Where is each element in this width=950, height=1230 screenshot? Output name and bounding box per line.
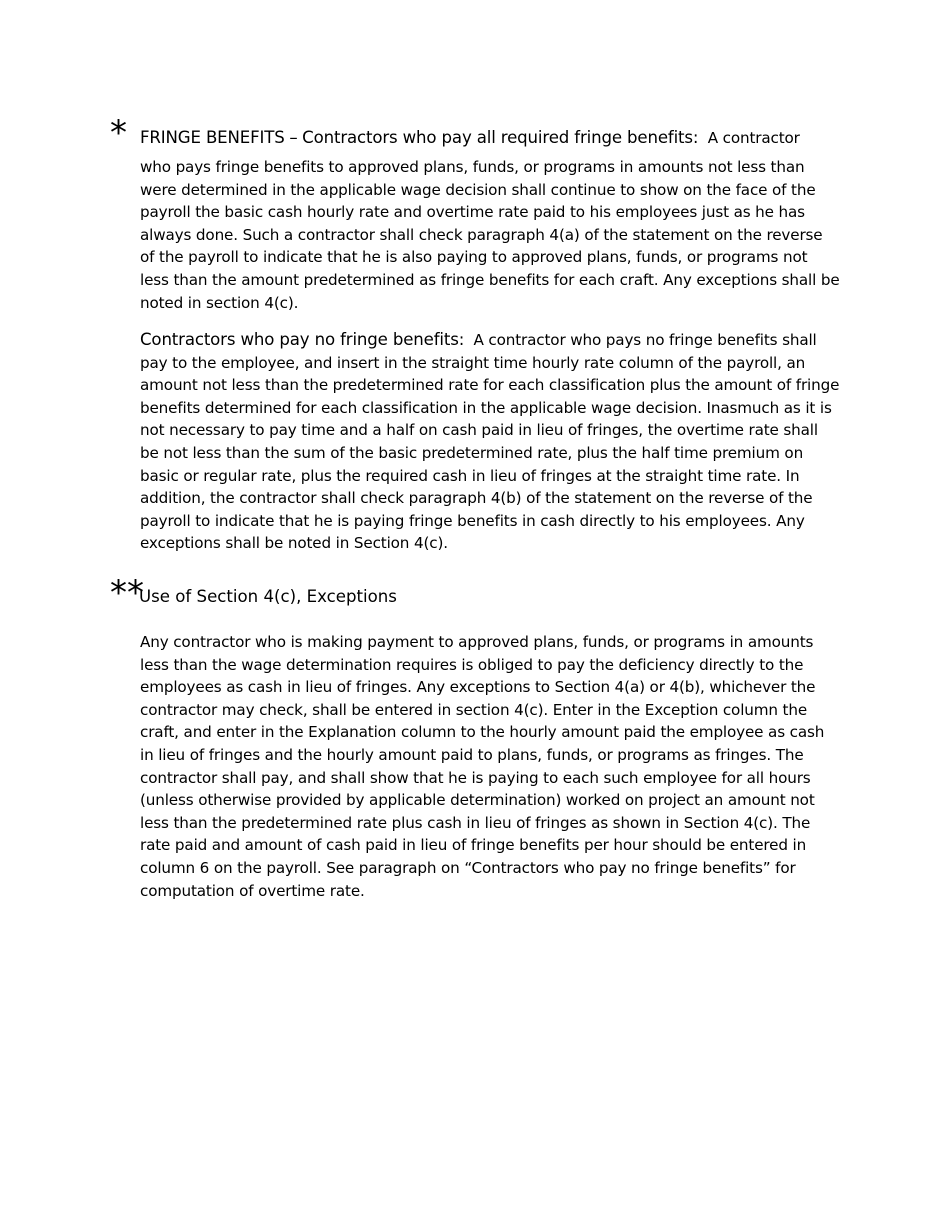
fringe-benefits-heading: FRINGE BENEFITS (140, 128, 285, 147)
pay-all-benefits-subheading: Contractors who pay all required fringe benefits: (302, 128, 699, 147)
no-fringe-benefits-section (140, 329, 840, 555)
fringe-benefits-paid-section (140, 126, 840, 314)
pay-no-benefits-paragraph: A contractor who pays no fringe benefits shall pay to the employee, and insert in the straight time hourly rate column of the payroll, an amount not less than the predetermined rate for each classification plus the amount of fringe benefits determined for each classification in the applicable wage decision. Inasmuch as it is not necessary to pay time and a half on cash paid in lieu of fringes, the overtime rate shall be not less than the sum of the basic predetermined rate, plus the half time premium on basic or regular rate, plus the required cash in lieu of fringes at the straight time rate. In addition, the contractor shall check paragraph 4(b) of the statement on the reverse of the payroll to indicate that he is paying fringe benefits in cash directly to his employees. Any exceptions shall be noted in Section 4(c). (140, 331, 840, 553)
pay-no-benefits-subheading: Contractors who pay no fringe benefits: (140, 330, 465, 349)
double-asterisk-marker: ** (110, 573, 144, 613)
pay-all-benefits-paragraph: who pays fringe benefits to approved plans, funds, or programs in amounts not less than were determined in the applicable wage decision shall continue to show on the face of the payroll the basic cash hourly rate and overtime rate paid to his employees just as he has always done. Such a contractor shall check paragraph 4(a) of the statement on the reverse of the payroll to indicate that he is also paying to approved plans, funds, or programs not less than the amount predetermined as fringe benefits for each craft. Any exceptions shall be noted in section 4(c). (140, 158, 840, 312)
section-heading-line (140, 126, 840, 150)
section-lead-text: A contractor (707, 129, 800, 147)
exceptions-paragraph: Any contractor who is making payment to approved plans, funds, or programs in amounts less than the wage determination requires is obliged to pay the deficiency directly to the employees as cash in lieu of fringes. Any exceptions to Section 4(a) or 4(b), whichever the contractor may check, shall be entered in section 4(c). Enter in the Exception column the craft, and enter in the Explanation column to the hourly amount paid the employee as cash in lieu of fringes and the hourly amount paid to plans, funds, or programs as fringes. The contractor shall pay, and shall show that he is paying to each such employee for all hours (unless otherwise provided by applicable determination) worked on project an amount not less than the predetermined rate plus cash in lieu of fringes as shown in Section 4(c). The rate paid and amount of cash paid in lieu of fringe benefits per hour should be entered in column 6 on the payroll. See paragraph on “Contractors who pay no fringe benefits” for computation of overtime rate. (140, 633, 825, 900)
exceptions-section-title: Use of Section 4(c), Exceptions (139, 587, 397, 606)
asterisk-marker: * (110, 113, 127, 153)
heading-dash: – (289, 128, 298, 147)
